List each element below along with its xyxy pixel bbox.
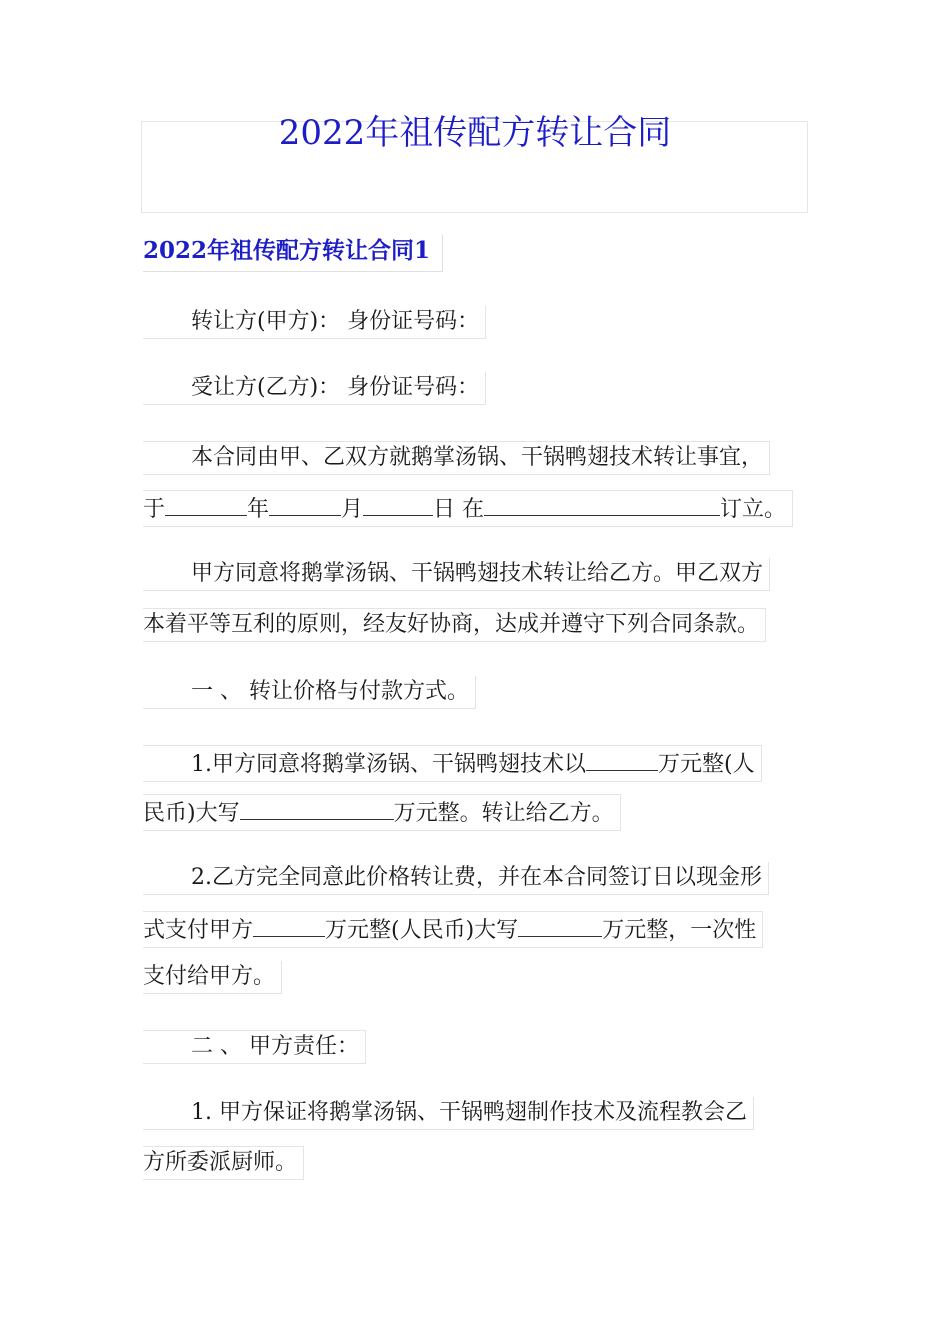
price-text-1a: 1.甲方同意将鹅掌汤锅、干锅鸭翅技术以 [191, 752, 586, 777]
intro-text-1: 本合同由甲、乙双方就鹅掌汤锅、干锅鸭翅技术转让事宜， [191, 445, 764, 470]
duty-text-1: 1. 甲方保证将鹅掌汤锅、干锅鸭翅制作技术及流程教会乙 [191, 1100, 747, 1125]
intro-line-1 [143, 441, 770, 475]
pay-line-2 [143, 911, 763, 948]
price-text-2b: 万元整。转让给乙方。 [393, 801, 614, 826]
pay-line-1 [143, 862, 769, 895]
duty-line-1 [143, 1097, 754, 1130]
amount-blank [586, 746, 658, 771]
pay-text-2c: 万元整，一次性 [602, 918, 757, 943]
transferor-line [143, 306, 486, 339]
day-blank [363, 491, 433, 516]
year-blank [165, 491, 247, 516]
pay-text-3: 支付给甲方。 [143, 964, 276, 989]
clause-heading-2 [143, 1030, 366, 1064]
price-line-1 [143, 745, 762, 782]
agree-text-1: 甲方同意将鹅掌汤锅、干锅鸭翅技术转让给乙方。甲乙双方 [191, 561, 764, 586]
intro-line-2 [143, 490, 793, 527]
place-blank [484, 491, 720, 516]
clause-heading-1 [143, 676, 476, 709]
section-heading: 2022年祖传配方转让合同1 [143, 235, 443, 272]
pay-amount-words-blank [518, 912, 602, 937]
clause-heading-1-text: 一 、 转让价格与付款方式。 [191, 679, 469, 704]
price-text-1b: 万元整(人 [658, 752, 755, 777]
price-line-2 [143, 794, 621, 831]
price-text-2a: 民币)大写 [143, 801, 240, 826]
intro-day: 日 在 [433, 497, 485, 522]
month-blank [269, 491, 341, 516]
agree-text-2: 本着平等互利的原则，经友好协商，达成并遵守下列合同条款。 [143, 612, 760, 637]
pay-amount-blank [253, 912, 325, 937]
pay-line-3 [143, 961, 282, 994]
intro-signed: 订立。 [720, 497, 787, 522]
transferee-text: 受让方(乙方)： 身份证号码： [191, 375, 480, 400]
duty-line-2 [143, 1146, 304, 1180]
agree-line-2 [143, 608, 766, 642]
pay-text-2a: 式支付甲方 [143, 918, 254, 943]
document-title: 2022年祖传配方转让合同 [278, 113, 672, 153]
clause-heading-2-text: 二 、 甲方责任： [191, 1034, 359, 1059]
intro-year: 年 [247, 497, 270, 522]
intro-yu: 于 [143, 497, 166, 522]
pay-text-1: 2.乙方完全同意此价格转让费，并在本合同签订日以现金形 [191, 865, 762, 890]
agree-line-1 [143, 558, 770, 591]
transferor-text: 转让方(甲方)： 身份证号码： [191, 309, 480, 334]
pay-text-2b: 万元整(人民币)大写 [325, 918, 519, 943]
duty-text-2: 方所委派厨师。 [143, 1150, 298, 1175]
intro-month: 月 [341, 497, 364, 522]
amount-words-blank [240, 795, 394, 820]
transferee-line [143, 372, 486, 405]
